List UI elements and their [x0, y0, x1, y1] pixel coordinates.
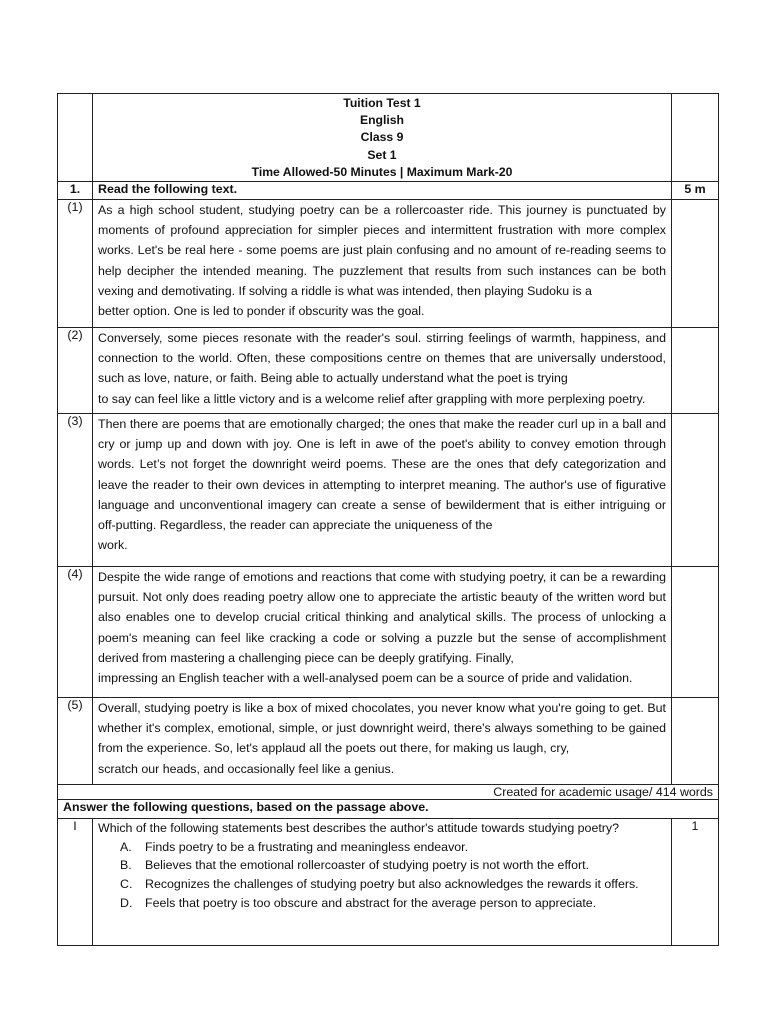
paragraph-row	[58, 698, 719, 785]
header-left-cell	[58, 94, 93, 182]
section-marks: 5 m	[672, 182, 719, 200]
paragraph-text	[93, 200, 672, 328]
subject: English	[359, 113, 404, 128]
option-text: Recognizes the challenges of studying poetry but also acknowledges the rewards it offers.	[145, 877, 639, 892]
test-header	[93, 94, 672, 182]
paragraph-last-line: impressing an English teacher with a well-analysed poem can be a source of pride and validation.	[98, 671, 633, 686]
credit-row	[58, 785, 719, 800]
paragraph-last-line: to say can feel like a little victory and is a welcome relief after grappling with more perplexing poetry.	[98, 391, 646, 406]
time-and-marks: Time Allowed-50 Minutes | Maximum Mark-20	[251, 164, 513, 179]
question-text: Which of the following statements best describes the author's attitude towards studying poetry?	[98, 821, 619, 836]
paragraph-body: Conversely, some pieces resonate with the reader's soul. stirring feelings of warmth, happiness, and connection to the world. Often, these compositions centre on themes that are universally understood, such as love, nature, or faith. Being able to actually understand what the poet is trying	[98, 331, 666, 386]
option-letter: A.	[120, 839, 132, 854]
paragraph-row	[58, 414, 719, 567]
paragraph-last-line: scratch our heads, and occasionally feel like a genius.	[98, 761, 395, 776]
option-c[interactable]	[98, 875, 666, 894]
questions-heading-row	[58, 800, 719, 819]
paragraph-body: Despite the wide range of emotions and reactions that come with studying poetry, it can be a rewarding pursuit. Not only does reading poetry allow one to appreciate the artistic beauty of the written word but also enables one to develop crucial critical thinking and analytical skills. The process of unlocking a poem's meaning can feel like cracking a code or solving a puzzle but the sense of accomplishment derived from mastering a challenging piece can be deeply gratifying. Finally,	[98, 570, 666, 665]
paragraph-label: (3)	[58, 414, 93, 567]
paragraph-row	[58, 200, 719, 328]
section-instruction: Read the following text.	[93, 182, 672, 200]
paragraph-label: (2)	[58, 328, 93, 414]
paragraph-label: (1)	[58, 200, 93, 328]
paragraph-text	[93, 414, 672, 567]
questions-heading: Answer the following questions, based on the passage above.	[58, 800, 719, 819]
question-cell	[93, 819, 672, 946]
paragraph-marks-cell	[672, 414, 719, 567]
paragraph-marks-cell	[672, 200, 719, 328]
exam-sheet	[57, 93, 719, 946]
paragraph-body: Then there are poems that are emotionally charged; the ones that make the reader curl up in a ball and cry or jump up and down with joy. One is left in awe of the poet's ability to convey emotion through words. Let’s not forget the downright weird poems. These are the ones that defy categorization and leave the reader to their own devices in attempting to interpret meaning. The author's use of figurative language and unconventional imagery can create a sense of bewilderment that is either intriguing or off-putting. Regardless, the reader can appreciate the uniqueness of the	[98, 417, 666, 533]
paragraph-text	[93, 698, 672, 785]
paragraph-marks-cell	[672, 567, 719, 698]
test-title: Tuition Test 1	[343, 96, 421, 110]
option-d[interactable]	[98, 894, 666, 913]
header-right-cell	[672, 94, 719, 182]
option-text: Finds poetry to be a frustrating and meaningless endeavor.	[145, 839, 469, 854]
option-letter: D.	[120, 895, 133, 910]
option-a[interactable]	[98, 838, 666, 857]
paragraph-marks-cell	[672, 328, 719, 414]
question-marks: 1	[672, 819, 719, 946]
word-count-credit: Created for academic usage/ 414 words	[58, 785, 719, 800]
exam-table	[57, 93, 719, 946]
paragraph-marks-cell	[672, 698, 719, 785]
paragraph-last-line: work.	[98, 538, 128, 553]
paragraph-last-line: better option. One is led to ponder if obscurity was the goal.	[98, 304, 425, 319]
class-label: Class 9	[360, 130, 404, 145]
set-label: Set 1	[367, 147, 397, 162]
paragraph-row	[58, 567, 719, 698]
option-letter: B.	[120, 858, 132, 873]
section-row	[58, 182, 719, 200]
question-row	[58, 819, 719, 946]
paragraph-text	[93, 567, 672, 698]
header-row	[58, 94, 719, 182]
paragraph-text	[93, 328, 672, 414]
paragraph-body: As a high school student, studying poetry can be a rollercoaster ride. This journey is punctuated by moments of profound appreciation for simpler pieces and intermittent frustration with more complex works. Let's be real here - some poems are just plain confusing and no amount of re-reading seems to help decipher the intended meaning. The puzzlement that results from such instances can be both vexing and demotivating. If solving a riddle is what was intended, then playing Sudoku is a	[98, 203, 666, 298]
paragraph-body: Overall, studying poetry is like a box of mixed chocolates, you never know what you're going to get. But whether it's complex, emotional, simple, or just downright weird, there's always something to be gained from the experience. So, let's applaud all the poets out there, for making us laugh, cry,	[98, 701, 666, 756]
paragraph-label: (4)	[58, 567, 93, 698]
question-number: I	[58, 819, 93, 946]
paragraph-row	[58, 328, 719, 414]
option-text: Believes that the emotional rollercoaster of studying poetry is not worth the effort.	[145, 858, 590, 873]
option-b[interactable]	[98, 856, 666, 875]
option-text: Feels that poetry is too obscure and abstract for the average person to appreciate.	[145, 895, 597, 910]
option-letter: C.	[120, 877, 133, 892]
section-number: 1.	[58, 182, 93, 200]
paragraph-label: (5)	[58, 698, 93, 785]
